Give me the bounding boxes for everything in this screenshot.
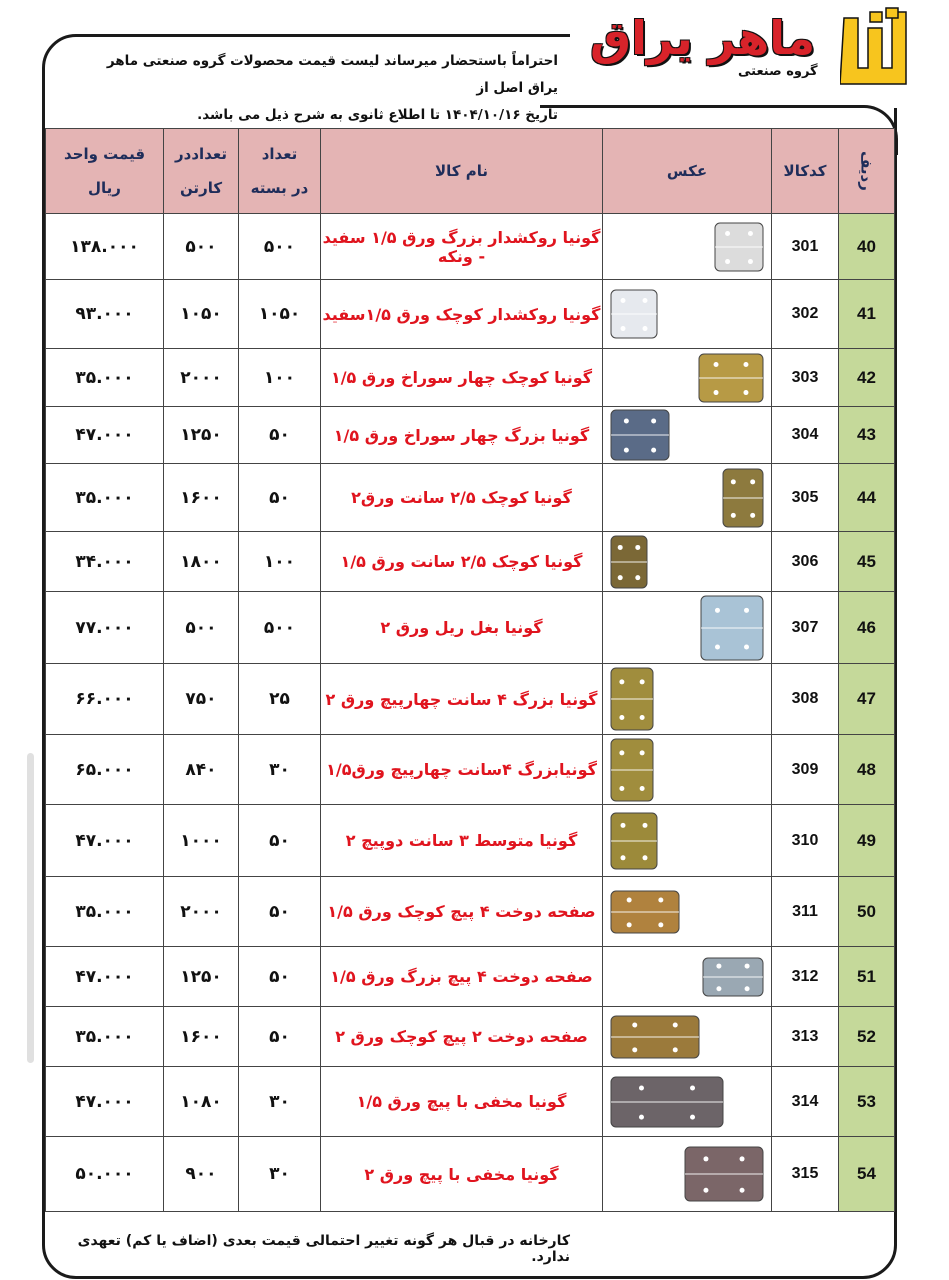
cell-carton: ۱۸۰۰ — [164, 532, 239, 592]
cell-pack: ۵۰۰ — [239, 214, 321, 280]
cell-price: ۴۷.۰۰۰ — [46, 805, 164, 877]
cell-carton: ۱۰۵۰ — [164, 280, 239, 349]
cell-code: 315 — [772, 1137, 839, 1212]
cell-price: ۵۰.۰۰۰ — [46, 1137, 164, 1212]
table-row — [46, 349, 895, 407]
cell-price: ۳۵.۰۰۰ — [46, 349, 164, 407]
cell-price: ۷۷.۰۰۰ — [46, 592, 164, 664]
cell-carton: ۵۰۰ — [164, 214, 239, 280]
cell-photo — [603, 735, 772, 805]
cell-carton: ۱۲۵۰ — [164, 407, 239, 464]
cell-row-number: 50 — [839, 877, 895, 947]
header-code: کدکالا — [772, 129, 839, 214]
cell-carton: ۱۰۸۰ — [164, 1067, 239, 1137]
cell-photo — [603, 947, 772, 1007]
table-row — [46, 592, 895, 664]
cell-code: 308 — [772, 664, 839, 735]
header-name: نام کالا — [321, 129, 603, 214]
cell-row-number: 48 — [839, 735, 895, 805]
cell-carton: ۱۰۰۰ — [164, 805, 239, 877]
brand-logo-mark-icon — [840, 6, 910, 94]
table-row — [46, 1007, 895, 1067]
cell-carton: ۷۵۰ — [164, 664, 239, 735]
cell-row-number: 42 — [839, 349, 895, 407]
cell-price: ۳۵.۰۰۰ — [46, 1007, 164, 1067]
cell-code: 313 — [772, 1007, 839, 1067]
hidden-bracket-with-screws-image — [609, 1075, 725, 1129]
cell-photo — [603, 877, 772, 947]
table-row — [46, 664, 895, 735]
cell-price: ۶۵.۰۰۰ — [46, 735, 164, 805]
header-pack: تعداد در بسته — [239, 129, 321, 214]
cell-row-number: 46 — [839, 592, 895, 664]
table-row — [46, 407, 895, 464]
cell-photo — [603, 464, 772, 532]
table-row — [46, 464, 895, 532]
cell-photo — [603, 280, 772, 349]
brand-name: ماهر یراق — [590, 11, 816, 65]
cell-pack: ۵۰ — [239, 1007, 321, 1067]
cell-pack: ۱۰۵۰ — [239, 280, 321, 349]
cell-pack: ۵۰ — [239, 947, 321, 1007]
cell-name: گونیا بغل ریل ورق ۲ — [321, 592, 603, 664]
cell-name: صفحه دوخت ۲ پیچ کوچک ورق ۲ — [321, 1007, 603, 1067]
white-plastic-corner-bracket-small-image — [609, 288, 659, 340]
cell-pack: ۵۰ — [239, 805, 321, 877]
cell-carton: ۵۰۰ — [164, 592, 239, 664]
cell-pack: ۳۰ — [239, 1137, 321, 1212]
hidden-l-bracket-with-screws-image — [683, 1145, 765, 1203]
table-row — [46, 214, 895, 280]
table-row — [46, 1067, 895, 1137]
cell-price: ۴۷.۰۰۰ — [46, 407, 164, 464]
cell-code: 311 — [772, 877, 839, 947]
brand-subtitle: گروه صنعتی — [738, 64, 818, 79]
cell-carton: ۸۴۰ — [164, 735, 239, 805]
cell-photo — [603, 214, 772, 280]
cell-name: گونیابزرگ ۴سانت چهارپیچ ورق۱/۵ — [321, 735, 603, 805]
cell-name: گونیا بزرگ چهار سوراخ ورق ۱/۵ — [321, 407, 603, 464]
brand-logo — [588, 4, 910, 96]
cell-row-number: 52 — [839, 1007, 895, 1067]
cell-row-number: 47 — [839, 664, 895, 735]
header-row: ردیف — [839, 129, 895, 214]
cell-price: ۴۷.۰۰۰ — [46, 1067, 164, 1137]
cell-price: ۳۴.۰۰۰ — [46, 532, 164, 592]
brass-keyhole-bracket-image — [609, 737, 655, 803]
cell-name: صفحه دوخت ۴ پیچ کوچک ورق ۱/۵ — [321, 877, 603, 947]
cell-row-number: 44 — [839, 464, 895, 532]
brass-two-hole-angle-small-image — [609, 534, 649, 590]
cell-code: 307 — [772, 592, 839, 664]
cell-code: 312 — [772, 947, 839, 1007]
cell-code: 306 — [772, 532, 839, 592]
cell-code: 303 — [772, 349, 839, 407]
header-carton: تعداددر کارتن — [164, 129, 239, 214]
cell-code: 302 — [772, 280, 839, 349]
brass-square-plate-image — [609, 889, 681, 935]
zinc-rail-bracket-image — [699, 594, 765, 662]
cell-pack: ۵۰ — [239, 407, 321, 464]
table-row — [46, 280, 895, 349]
cell-carton: ۱۶۰۰ — [164, 464, 239, 532]
cell-code: 314 — [772, 1067, 839, 1137]
scrollbar[interactable] — [27, 753, 34, 1063]
cell-row-number: 41 — [839, 280, 895, 349]
cell-pack: ۳۰ — [239, 735, 321, 805]
price-table — [45, 128, 895, 1212]
cell-row-number: 45 — [839, 532, 895, 592]
brass-four-hole-bracket-image — [697, 352, 765, 404]
intro-line-2: تاریخ ۱۴۰۴/۱۰/۱۶ تا اطلاع ثانوی به شرح ذیل می باشد. — [197, 107, 558, 123]
header-photo: عکس — [603, 129, 772, 214]
cell-photo — [603, 664, 772, 735]
cell-name: گونیا روکشدار کوچک ورق ۱/۵سفید — [321, 280, 603, 349]
cell-photo — [603, 407, 772, 464]
cell-carton: ۱۶۰۰ — [164, 1007, 239, 1067]
white-plastic-corner-bracket-image — [713, 221, 765, 273]
cell-name: گونیا کوچک ۲/۵ سانت ورق۲ — [321, 464, 603, 532]
cell-code: 305 — [772, 464, 839, 532]
cell-row-number: 49 — [839, 805, 895, 877]
table-row — [46, 877, 895, 947]
table-row — [46, 735, 895, 805]
cell-row-number: 51 — [839, 947, 895, 1007]
cell-pack: ۱۰۰ — [239, 349, 321, 407]
cell-name: گونیا روکشدار بزرگ ورق ۱/۵ سفید - ونکه — [321, 214, 603, 280]
table-row — [46, 532, 895, 592]
cell-photo — [603, 349, 772, 407]
cell-carton: ۲۰۰۰ — [164, 349, 239, 407]
cell-name: گونیا کوچک چهار سوراخ ورق ۱/۵ — [321, 349, 603, 407]
cell-row-number: 43 — [839, 407, 895, 464]
cell-price: ۴۷.۰۰۰ — [46, 947, 164, 1007]
cell-pack: ۱۰۰ — [239, 532, 321, 592]
cell-photo — [603, 805, 772, 877]
table-row — [46, 947, 895, 1007]
cell-name: گونیا مخفی با پیچ ورق ۱/۵ — [321, 1067, 603, 1137]
brass-medium-bracket-image — [609, 811, 659, 871]
cell-carton: ۱۲۵۰ — [164, 947, 239, 1007]
zinc-square-plate-image — [701, 956, 765, 998]
cell-code: 310 — [772, 805, 839, 877]
cell-carton: ۲۰۰۰ — [164, 877, 239, 947]
table-header-row — [46, 129, 895, 214]
cell-row-number: 54 — [839, 1137, 895, 1212]
table-row — [46, 805, 895, 877]
table-row — [46, 1137, 895, 1212]
cell-photo — [603, 532, 772, 592]
cell-code: 301 — [772, 214, 839, 280]
cell-photo — [603, 1137, 772, 1212]
cell-pack: ۵۰۰ — [239, 592, 321, 664]
cell-pack: ۳۰ — [239, 1067, 321, 1137]
cell-name: صفحه دوخت ۴ پیچ بزرگ ورق ۱/۵ — [321, 947, 603, 1007]
cell-price: ۳۵.۰۰۰ — [46, 877, 164, 947]
cell-row-number: 53 — [839, 1067, 895, 1137]
footer-note: کارخانه در قبال هر گونه تغییر احتمالی قیمت بعدی (اضاف یا کم) تعهدی ندارد. — [77, 1233, 570, 1265]
cell-photo — [603, 1067, 772, 1137]
brass-two-hole-angle-image — [721, 467, 765, 529]
cell-pack: ۵۰ — [239, 877, 321, 947]
cell-name: گونیا کوچک ۲/۵ سانت ورق ۱/۵ — [321, 532, 603, 592]
cell-photo — [603, 592, 772, 664]
blue-four-hole-bracket-image — [609, 408, 671, 462]
brass-keyhole-bracket-image — [609, 666, 655, 732]
cell-carton: ۹۰۰ — [164, 1137, 239, 1212]
cell-price: ۹۳.۰۰۰ — [46, 280, 164, 349]
header-price: قیمت واحد ریال — [46, 129, 164, 214]
cell-name: گونیا بزرگ ۴ سانت چهارپیچ ورق ۲ — [321, 664, 603, 735]
cell-name: گونیا متوسط ۳ سانت دوپیچ ۲ — [321, 805, 603, 877]
cell-price: ۶۶.۰۰۰ — [46, 664, 164, 735]
intro-line-1: احتراماً باستحضار میرساند لیست قیمت محصولات گروه صنعتی ماهر یراق اصل از — [106, 53, 558, 96]
cell-price: ۱۳۸.۰۰۰ — [46, 214, 164, 280]
cell-pack: ۲۵ — [239, 664, 321, 735]
cell-code: 304 — [772, 407, 839, 464]
intro-text — [100, 48, 558, 129]
cell-price: ۳۵.۰۰۰ — [46, 464, 164, 532]
cell-photo — [603, 1007, 772, 1067]
cell-code: 309 — [772, 735, 839, 805]
brass-two-hole-plate-image — [609, 1014, 701, 1060]
cell-pack: ۵۰ — [239, 464, 321, 532]
cell-row-number: 40 — [839, 214, 895, 280]
cell-name: گونیا مخفی با پیچ ورق ۲ — [321, 1137, 603, 1212]
